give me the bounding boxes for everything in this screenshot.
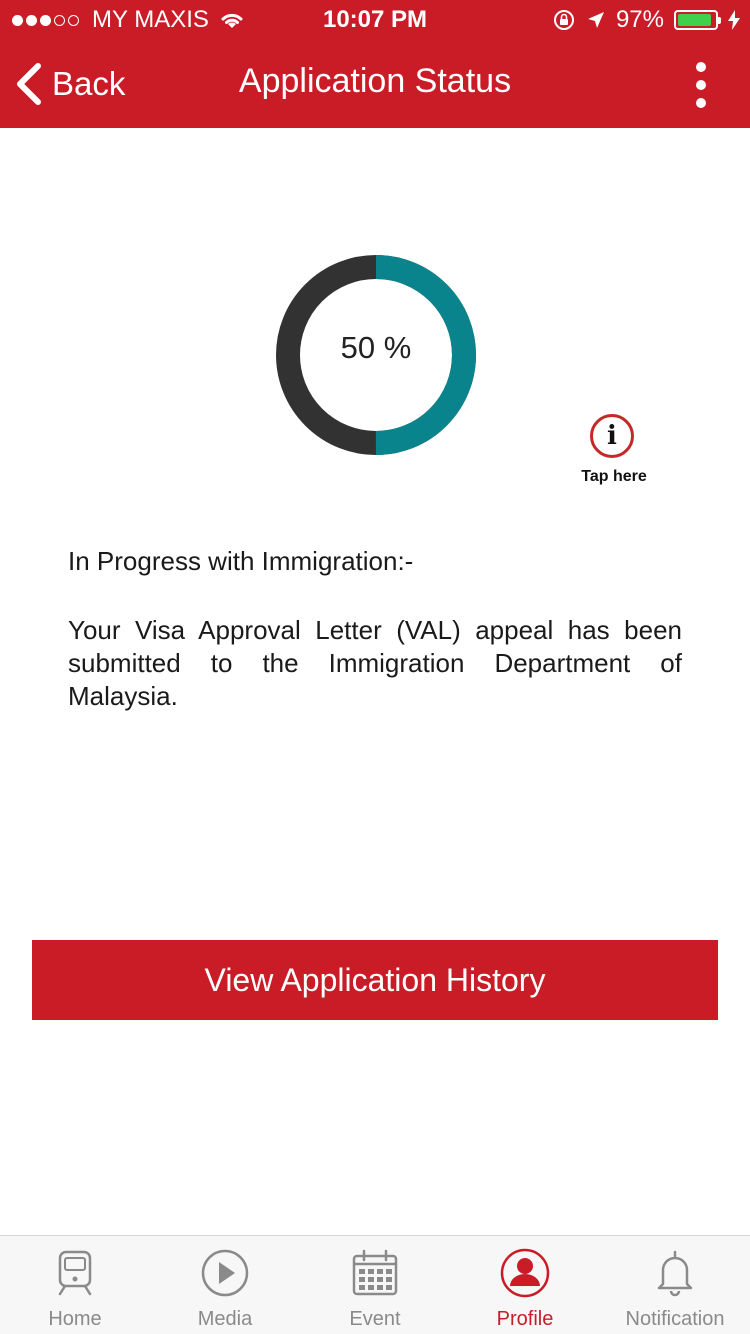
- tab-label: Profile: [496, 1308, 554, 1330]
- battery-percent: 97%: [615, 6, 664, 33]
- carrier-name: MY MAXIS: [92, 6, 209, 33]
- tab-label: Notification: [625, 1308, 725, 1330]
- more-options-button[interactable]: [688, 62, 714, 108]
- status-description: Your Visa Approval Letter (VAL) appeal has been submitted to the Immigration Department of Malaysia.: [68, 615, 682, 711]
- page-title: Application Status: [238, 62, 512, 100]
- info-icon: i: [590, 414, 634, 458]
- tab-media[interactable]: [150, 1236, 300, 1334]
- tab-notification[interactable]: [600, 1236, 750, 1334]
- navigation-bar: [0, 40, 750, 128]
- play-icon: [200, 1248, 250, 1298]
- chevron-left-icon: [14, 62, 42, 106]
- tab-home[interactable]: [0, 1236, 150, 1334]
- tab-bar: [0, 1235, 750, 1334]
- status-title: In Progress with Immigration:-: [68, 546, 414, 576]
- more-dot: [696, 98, 706, 108]
- charging-bolt-icon: [728, 10, 740, 30]
- status-time: 10:07 PM: [322, 6, 428, 33]
- back-label: Back: [52, 65, 126, 102]
- tab-label: Event: [349, 1308, 401, 1330]
- tab-profile[interactable]: [450, 1236, 600, 1334]
- calendar-icon: [350, 1248, 400, 1298]
- progress-percent: 50 %: [340, 330, 412, 365]
- tab-event[interactable]: [300, 1236, 450, 1334]
- tab-label: Media: [197, 1308, 253, 1330]
- tab-label: Home: [48, 1308, 102, 1330]
- status-bar: [0, 0, 750, 40]
- profile-icon: [500, 1248, 550, 1298]
- more-dot: [696, 80, 706, 90]
- location-arrow-icon: [586, 10, 606, 30]
- rotation-lock-icon: [552, 8, 576, 32]
- info-label: Tap here: [581, 468, 647, 485]
- more-dot: [696, 62, 706, 72]
- bell-icon: [650, 1248, 700, 1298]
- battery-icon: [674, 10, 718, 30]
- view-application-history-button[interactable]: View Application History: [32, 940, 718, 1020]
- back-button[interactable]: [14, 60, 125, 108]
- app-header: [0, 0, 750, 128]
- train-icon: [50, 1248, 100, 1298]
- info-button[interactable]: [578, 412, 650, 492]
